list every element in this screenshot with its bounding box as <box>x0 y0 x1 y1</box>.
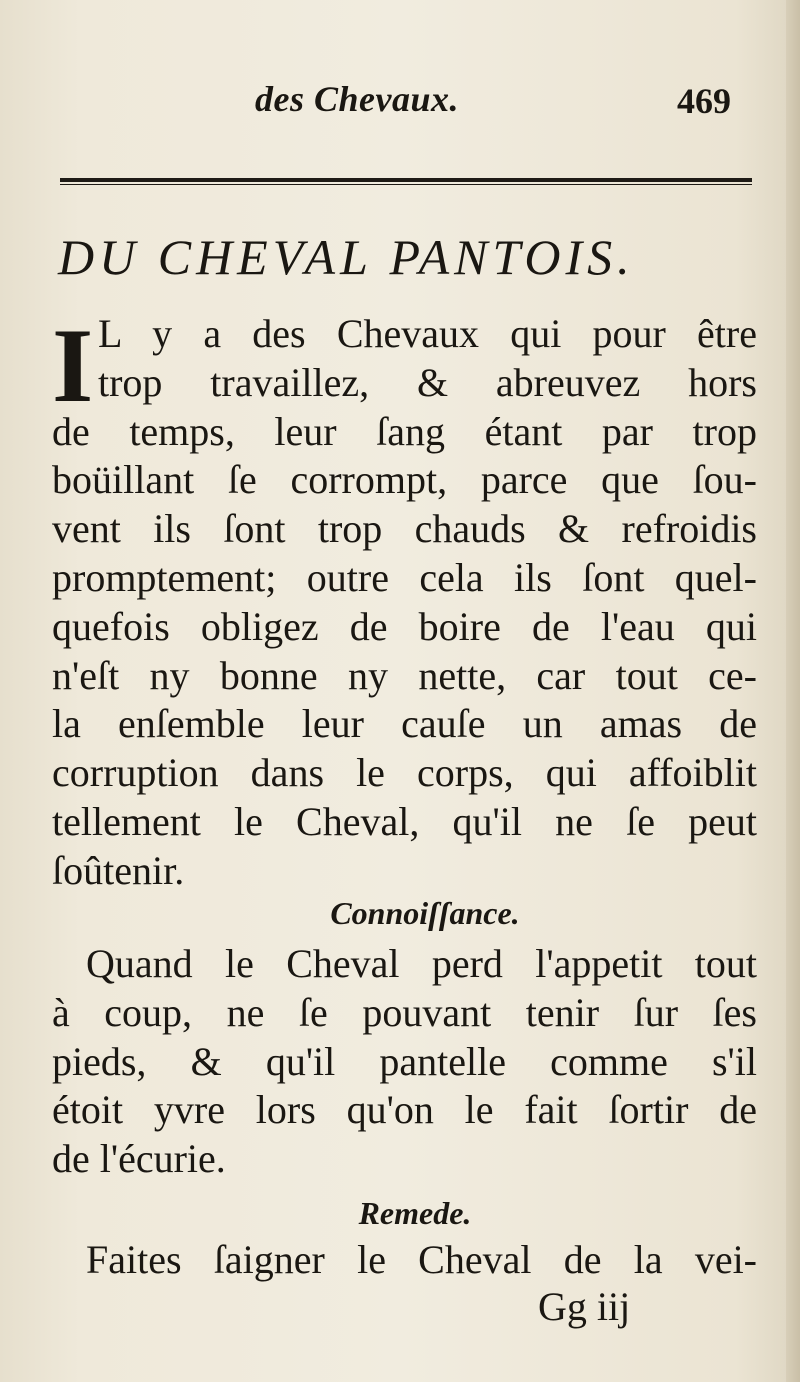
text-line: vent ils ſont trop chauds & refroidis <box>52 506 757 552</box>
text-line: trop travaillez, & abreuvez hors <box>98 359 757 405</box>
text-line: Quand le Cheval perd l'appetit tout <box>86 941 757 986</box>
running-head <box>0 70 800 120</box>
text-line: boüillant ſe corrompt, parce que ſou- <box>52 457 757 503</box>
text-line: tellement le Cheval, qu'il ne ſe peut <box>52 798 757 844</box>
text-line: à coup, ne ſe pouvant tenir ſur ſes <box>52 989 757 1035</box>
page-edge <box>786 0 800 1382</box>
text-line: promptement; outre cela ils ſont quel- <box>52 554 757 600</box>
drop-cap: I <box>52 307 94 424</box>
text-line: pieds, & qu'il pantelle comme s'il <box>52 1038 757 1084</box>
header-rule <box>60 178 752 185</box>
text-line: la enſemble leur cauſe un amas de <box>52 701 757 747</box>
page-number: 469 <box>677 81 731 121</box>
text-line: Faites ſaigner le Cheval de la vei- <box>86 1237 757 1282</box>
section-heading-connoissance: Connoiſſance. <box>330 895 520 931</box>
text-line: quefois obligez de boire de l'eau qui <box>52 603 757 649</box>
text-line: de l'écurie. <box>52 1136 226 1182</box>
text-line: L y a des Chevaux qui pour être <box>98 311 757 356</box>
signature-mark: Gg iij <box>538 1284 631 1329</box>
text-line: ſoûtenir. <box>52 847 185 893</box>
running-title: des Chevaux. <box>255 79 459 119</box>
paragraph-connoissance <box>52 940 757 1184</box>
paragraph-remede <box>52 1236 757 1285</box>
text-line: de temps, leur ſang étant par trop <box>52 408 757 454</box>
paragraph-main <box>52 307 757 896</box>
text-line: n'eſt ny bonne ny nette, car tout ce- <box>52 652 757 698</box>
text-line: corruption dans le corps, qui affoiblit <box>52 750 757 796</box>
chapter-title: DU CHEVAL PANTOIS. <box>58 229 635 285</box>
section-heading-remede: Remede. <box>358 1195 472 1231</box>
text-line: étoit yvre lors qu'on le fait ſortir de <box>52 1087 757 1133</box>
